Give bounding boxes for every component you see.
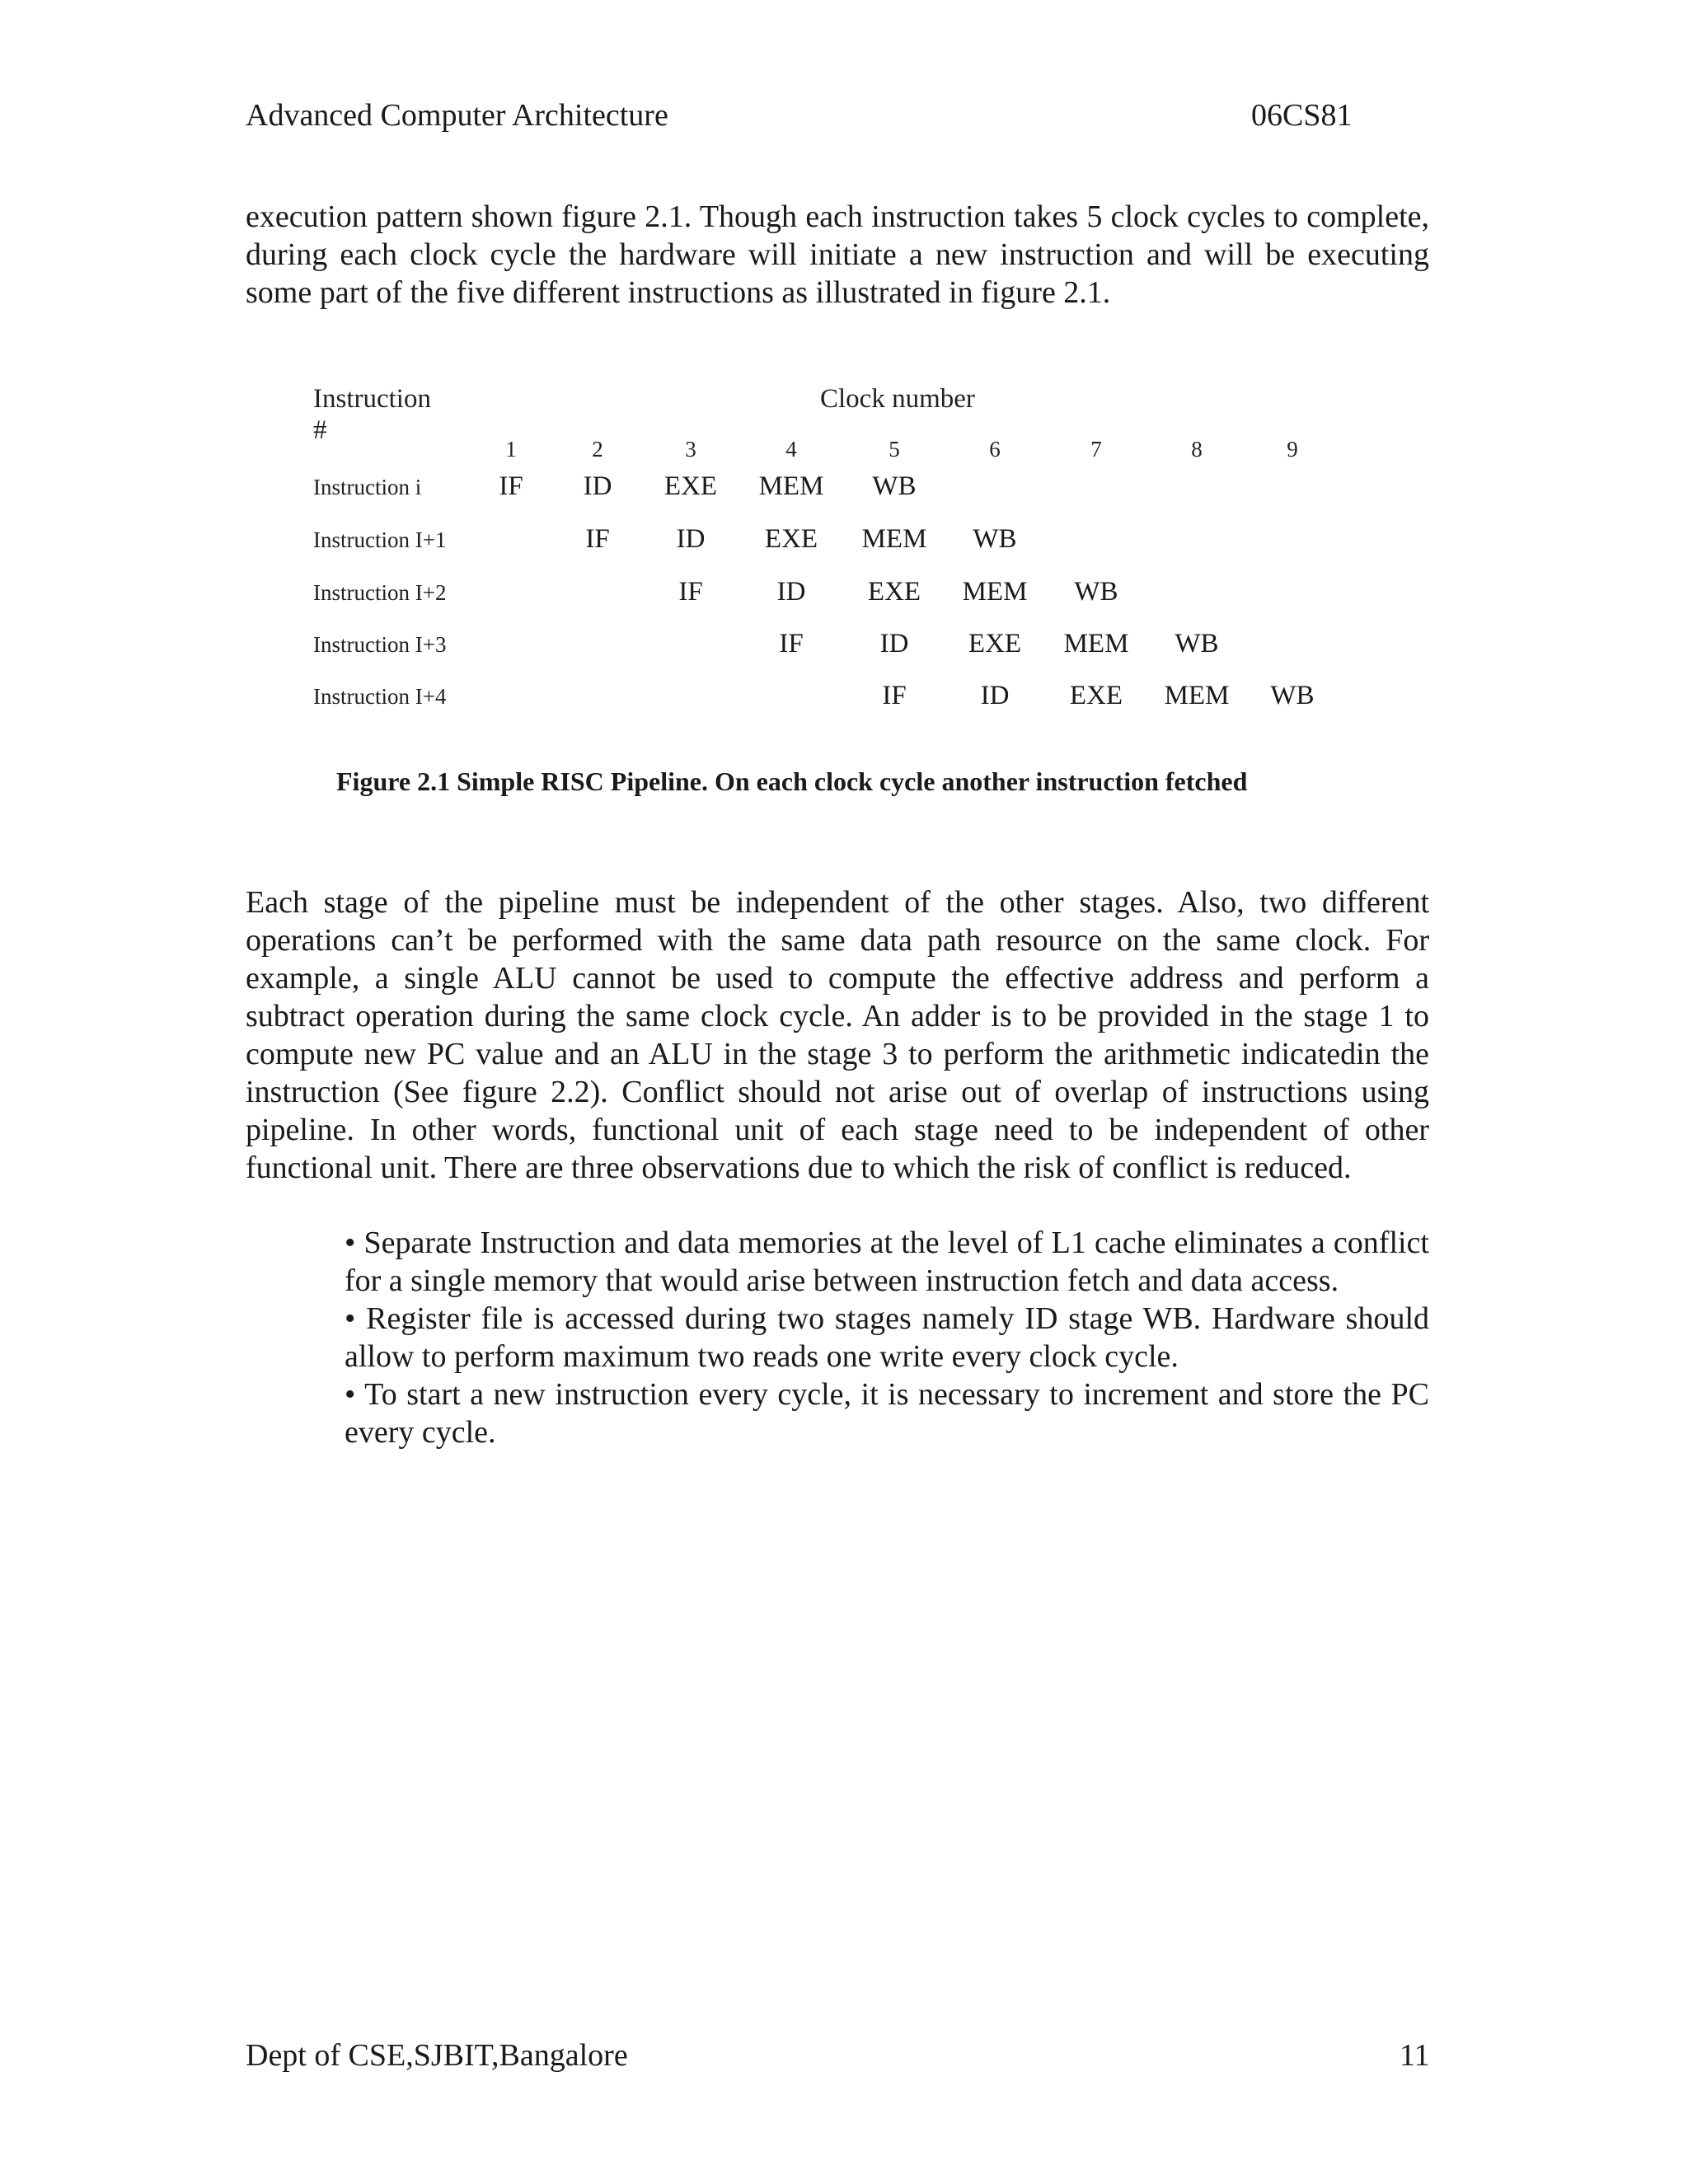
instruction-label: Instruction I+2	[313, 580, 447, 605]
observation-item-register-file: • Register file is accessed during two stages namely ID stage WB. Hardware should allow to perform maximum two reads one write every clock cycle.	[345, 1301, 1429, 1374]
pipeline-figure	[313, 379, 1335, 824]
clock-number-1: 1	[505, 437, 517, 462]
clock-number-2: 2	[592, 437, 603, 462]
stage-mem: MEM	[1063, 629, 1129, 658]
instruction-header: Instruction	[313, 384, 431, 414]
instruction-label: Instruction I+3	[313, 632, 447, 657]
stage-exe: EXE	[968, 629, 1022, 658]
instruction-label: Instruction I+4	[313, 684, 447, 709]
paragraph-pipeline-independence: Each stage of the pipeline must be independent of the other stages. Also, two different operations can’t be performed with the same data path resource on the same clock. For example, a single ALU cannot be used to compute the effective address and perform a subtract operation during the same clock cycle. An adder is to be provided in the stage 1 to compute new PC value and an ALU in the stage 3 to perform the arithmetic indicatedin the instruction (See figure 2.2). Conflict should not arise out of overlap of instructions using pipeline. In other words, functional unit of each stage need to be independent of other functional unit. There are three observations due to which the risk of conflict is reduced.	[246, 885, 1429, 1185]
observation-item-pc-increment: • To start a new instruction every cycle, it is necessary to increment and store the PC every cycle.	[345, 1377, 1429, 1450]
instruction-header-hash: #	[313, 415, 327, 445]
stage-id: ID	[879, 629, 909, 658]
stage-if: IF	[678, 577, 703, 607]
observation-list	[345, 1224, 1429, 1451]
stage-wb: WB	[1175, 629, 1219, 658]
stage-if: IF	[882, 681, 907, 710]
footer-department: Dept of CSE,SJBIT,Bangalore	[246, 2038, 628, 2073]
instruction-label: Instruction i	[313, 475, 422, 499]
stage-mem: MEM	[758, 471, 824, 501]
stage-wb: WB	[973, 524, 1017, 554]
stage-mem: MEM	[861, 524, 927, 554]
paragraph-intro: execution pattern shown figure 2.1. Though each instruction takes 5 clock cycles to complete, during each clock cycle the hardware will initiate a new instruction and will be executing some part of the five different instructions as illustrated in figure 2.1.	[246, 199, 1429, 310]
stage-if: IF	[499, 471, 523, 501]
header-course-code: 06CS81	[1251, 98, 1353, 133]
clock-number-3: 3	[685, 437, 696, 462]
stage-exe: EXE	[867, 577, 921, 607]
clock-number-7: 7	[1090, 437, 1102, 462]
stage-if: IF	[779, 629, 804, 658]
stage-id: ID	[980, 681, 1010, 710]
stage-exe: EXE	[663, 471, 718, 501]
page-number: 11	[1400, 2038, 1430, 2073]
stage-id: ID	[776, 577, 806, 607]
stage-exe: EXE	[764, 524, 818, 554]
stage-wb: WB	[1270, 681, 1315, 710]
stage-mem: MEM	[962, 577, 1028, 607]
stage-exe: EXE	[1069, 681, 1123, 710]
clock-number-5: 5	[889, 437, 900, 462]
instruction-label: Instruction I+1	[313, 527, 447, 552]
clock-number-header: Clock number	[820, 384, 975, 414]
clock-number-9: 9	[1287, 437, 1298, 462]
figure-caption: Figure 2.1 Simple RISC Pipeline. On each clock cycle another instruction fetched	[336, 766, 1248, 796]
stage-id: ID	[583, 471, 612, 501]
clock-number-4: 4	[785, 437, 797, 462]
stage-wb: WB	[1074, 577, 1118, 607]
stage-wb: WB	[872, 471, 917, 501]
clock-number-8: 8	[1191, 437, 1203, 462]
observation-item-separate-memories: • Separate Instruction and data memories at the level of L1 cache eliminates a conflict for a single memory that would arise between instruction fetch and data access.	[345, 1226, 1429, 1298]
stage-id: ID	[676, 524, 706, 554]
header-course-title: Advanced Computer Architecture	[246, 98, 668, 133]
clock-number-6: 6	[989, 437, 1001, 462]
stage-if: IF	[585, 524, 610, 554]
stage-mem: MEM	[1164, 681, 1230, 710]
